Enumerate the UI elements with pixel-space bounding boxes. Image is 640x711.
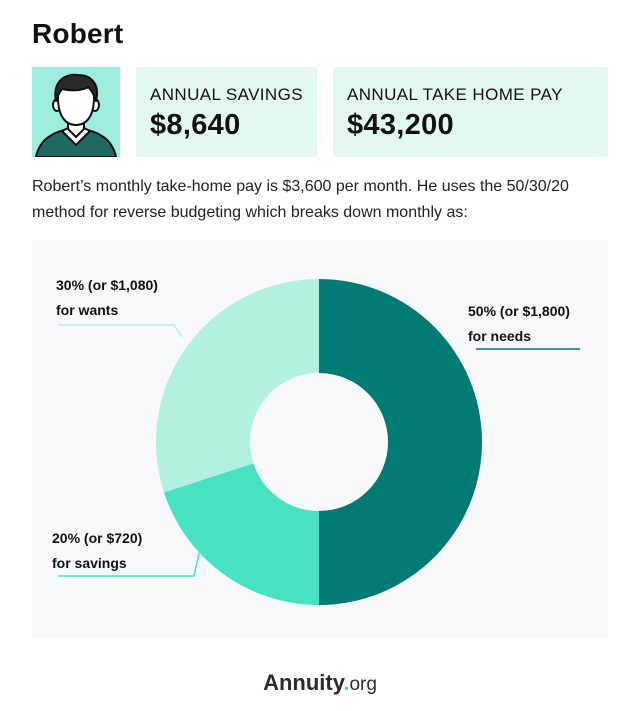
- logo-suffix: org: [349, 674, 377, 695]
- logo-main: Annuity: [263, 670, 344, 695]
- budget-description: Robert’s monthly take-home pay is $3,600 per month. He uses the 50/30/20 method for reverse budgeting which breaks down monthly as:: [32, 178, 569, 221]
- slice-label-0: 50% (or $1,800): [468, 303, 570, 319]
- slice-label-2: 30% (or $1,080): [56, 277, 158, 293]
- pie-slice-0: [319, 279, 482, 605]
- annual-savings-value: $8,640: [150, 109, 241, 141]
- donut-chart: [32, 240, 608, 638]
- annuity-logo: [0, 670, 640, 696]
- annual-pay-label: ANNUAL TAKE HOME PAY: [347, 85, 563, 104]
- slice-sublabel-0: for needs: [468, 328, 532, 344]
- callout-line-2: [58, 325, 182, 337]
- annual-pay-card: [333, 67, 608, 157]
- annual-savings-card: [136, 67, 317, 157]
- person-avatar-icon: [32, 67, 120, 157]
- slice-sublabel-2: for wants: [56, 302, 119, 318]
- logo-dot: .: [343, 670, 350, 695]
- pie-slice-2: [156, 279, 319, 492]
- page-title: Robert: [32, 18, 124, 49]
- chart-panel: [32, 240, 608, 638]
- slice-label-1: 20% (or $720): [52, 530, 143, 546]
- slice-sublabel-1: for savings: [52, 555, 127, 571]
- annual-pay-value: $43,200: [347, 109, 454, 141]
- annual-savings-label: ANNUAL SAVINGS: [150, 85, 303, 104]
